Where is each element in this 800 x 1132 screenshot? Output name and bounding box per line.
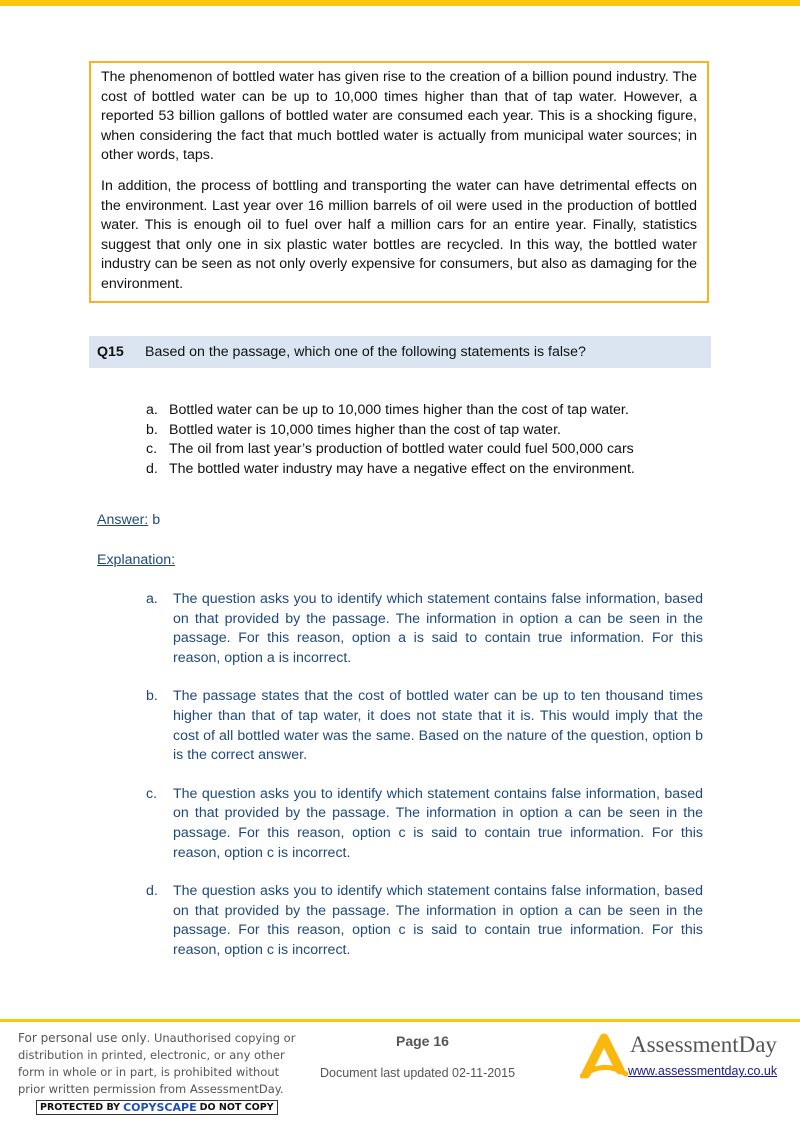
option-a bbox=[146, 401, 706, 421]
option-text: Bottled water is 10,000 times higher than the cost of tap water. bbox=[169, 421, 561, 438]
option-letter: a. bbox=[146, 402, 158, 418]
passage-box bbox=[89, 61, 709, 303]
question-bar bbox=[89, 336, 711, 368]
page-number: Page 16 bbox=[396, 1033, 449, 1049]
question-number: Q15 bbox=[97, 344, 124, 360]
option-c bbox=[146, 440, 706, 460]
answer-value: b bbox=[148, 512, 161, 528]
explanation-list bbox=[146, 590, 703, 980]
explanation-text: The question asks you to identify which statement contains false information, based on that provided by the passage. The information in option a can be seen in the passage. For this reason, option a is said to contain true information. For this reason, option a is incorrect. bbox=[173, 591, 703, 666]
explanation-heading bbox=[97, 552, 175, 568]
footer-divider bbox=[0, 1019, 800, 1022]
explanation-text: The question asks you to identify which statement contains false information, based on that provided by the passage. The information in option a can be seen in the passage. For this reason, option c is said to contain true information. For this reason, option c is incorrect. bbox=[173, 883, 703, 958]
option-d bbox=[146, 460, 706, 480]
explanation-item-a bbox=[146, 590, 703, 668]
option-text: The oil from last year’s production of bottled water could fuel 500,000 cars bbox=[169, 441, 634, 458]
explanation-letter: b. bbox=[146, 688, 158, 705]
website-link[interactable]: www.assessmentday.co.uk bbox=[628, 1064, 778, 1078]
explanation-item-b bbox=[146, 687, 703, 765]
copyscape-badge[interactable] bbox=[36, 1100, 278, 1115]
copyscape-prefix: PROTECTED BY bbox=[40, 1102, 121, 1113]
explanation-label: Explanation: bbox=[97, 552, 176, 568]
explanation-item-c bbox=[146, 785, 703, 863]
explanation-item-d bbox=[146, 882, 703, 960]
explanation-letter: d. bbox=[146, 883, 158, 900]
top-accent-bar bbox=[0, 0, 800, 6]
option-text: Bottled water can be up to 10,000 times higher than the cost of tap water. bbox=[169, 402, 629, 418]
answer-label: Answer: bbox=[97, 512, 149, 528]
explanation-letter: c. bbox=[146, 785, 158, 802]
question-text: Based on the passage, which one of the following statements is false? bbox=[145, 344, 586, 360]
explanation-text: The question asks you to identify which statement contains false information, based on that provided by the passage. The information in option a can be seen in the passage. For this reason, option c is said to contain true information. For this reason, option c is incorrect. bbox=[173, 785, 703, 861]
notice-lead: For personal use only bbox=[18, 1031, 147, 1045]
logo-text: AssessmentDay bbox=[630, 1032, 777, 1057]
answer-line bbox=[97, 512, 160, 528]
explanation-text: The passage states that the cost of bottled water can be up to ten thousand times higher than that of tap water, it does not state that it is. This would imply that the cost of all bottled water was the same. Based on the nature of the question, option b is the correct answer. bbox=[173, 688, 703, 764]
option-b bbox=[146, 421, 706, 441]
document-updated: Document last updated 02-11-2015 bbox=[320, 1066, 516, 1080]
answer-options bbox=[146, 401, 706, 479]
passage-paragraph-1: The phenomenon of bottled water has given rise to the creation of a billion pound industry. The cost of bottled water can be up to 10,000 times higher than that of tap water. However, a reported 53 billion gallons of bottled water are consumed each year. This is a shocking figure, when considering the fact that much bottled water is actually from municipal water sources; in other words, taps. bbox=[101, 69, 697, 164]
assessmentday-logo bbox=[580, 1030, 792, 1080]
option-letter: b. bbox=[146, 421, 158, 438]
option-letter: d. bbox=[146, 460, 158, 477]
passage-paragraph-2: In addition, the process of bottling and transporting the water can have detrimental effects on the environment. Last year over 16 million barrels of oil were used in the production of bottled water. This is enough oil to fuel over half a million cars for an entire year. Finally, statistics suggest that only one in six plastic water bottles are recycled. In this way, the bottled water industry can be seen as not only overly expensive for consumers, but also as damaging for the environment. bbox=[101, 177, 697, 292]
copyscape-suffix: DO NOT COPY bbox=[199, 1102, 274, 1113]
notice-text: . Unauthorised copying or distribution in printed, electronic, or any other form in whole or in part, is prohibited without prior written permission from AssessmentDay. bbox=[18, 1031, 296, 1096]
explanation-letter: a. bbox=[146, 591, 158, 607]
option-letter: c. bbox=[146, 441, 158, 458]
copyscape-brand: COPYSCAPE bbox=[123, 1101, 197, 1114]
logo-triangle-icon bbox=[580, 1030, 628, 1080]
option-text: The bottled water industry may have a negative effect on the environment. bbox=[169, 460, 635, 477]
copyright-notice bbox=[18, 1030, 298, 1115]
